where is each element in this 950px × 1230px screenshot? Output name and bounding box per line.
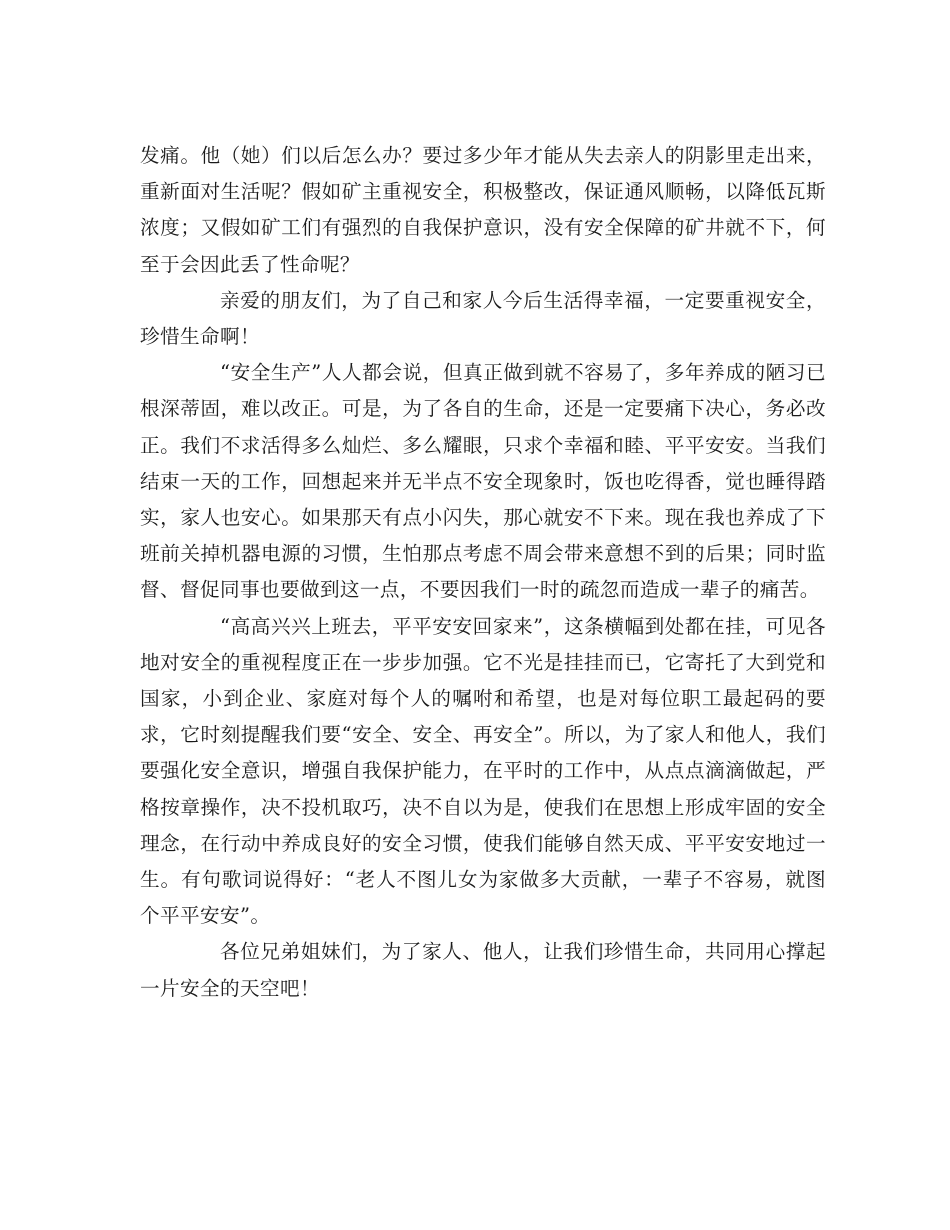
document-body bbox=[140, 138, 826, 1007]
paragraph-2: 亲爱的朋友们，为了自己和家人今后生活得幸福，一定要重视安全，珍惜生命啊！ bbox=[140, 288, 826, 349]
paragraph-1: 发痛。他（她）们以后怎么办？要过多少年才能从失去亲人的阴影里走出来，重新面对生活呢？假如矿主重视安全，积极整改，保证通风顺畅，以降低瓦斯浓度；又假如矿工们有强烈的自我保护意识，没有安全保障的矿井就不下，何至于会因此丢了性命呢？ bbox=[140, 144, 826, 276]
paragraph-3: “安全生产”人人都会说，但真正做到就不容易了，多年养成的陋习已根深蒂固，难以改正。可是，为了各自的生命，还是一定要痛下决心，务必改正。我们不求活得多么灿烂、多么耀眼，只求个幸福和睦、平平安安。当我们结束一天的工作，回想起来并无半点不安全现象时，饭也吃得香，觉也睡得踏实，家人也安心。如果那天有点小闪失，那心就安不下来。现在我也养成了下班前关掉机器电源的习惯，生怕那点考虑不周会带来意想不到的后果；同时监督、督促同事也要做到这一点，不要因我们一时的疏忽而造成一辈子的痛苦。 bbox=[140, 361, 826, 602]
paragraph-5: 各位兄弟姐妹们，为了家人、他人，让我们珍惜生命，共同用心撑起一片安全的天空吧！ bbox=[140, 940, 826, 1000]
paragraph-4: “高高兴兴上班去，平平安安回家来”，这条横幅到处都在挂，可见各地对安全的重视程度正在一步步加强。它不光是挂挂而已，它寄托了大到党和国家，小到企业、家庭对每个人的嘱咐和希望，也是对每位职工最起码的要求，它时刻提醒我们要“安全、安全、再安全”。所以，为了家人和他人，我们要强化安全意识，增强自我保护能力，在平时的工作中，从点点滴滴做起，严格按章操作，决不投机取巧，决不自以为是，使我们在思想上形成牢固的安全理念，在行动中养成良好的安全习惯，使我们能够自然天成、平平安安地过一生。有句歌词说得好：“老人不图儿女为家做多大贡献，一辈子不容易，就图个平平安安”。 bbox=[140, 614, 826, 928]
